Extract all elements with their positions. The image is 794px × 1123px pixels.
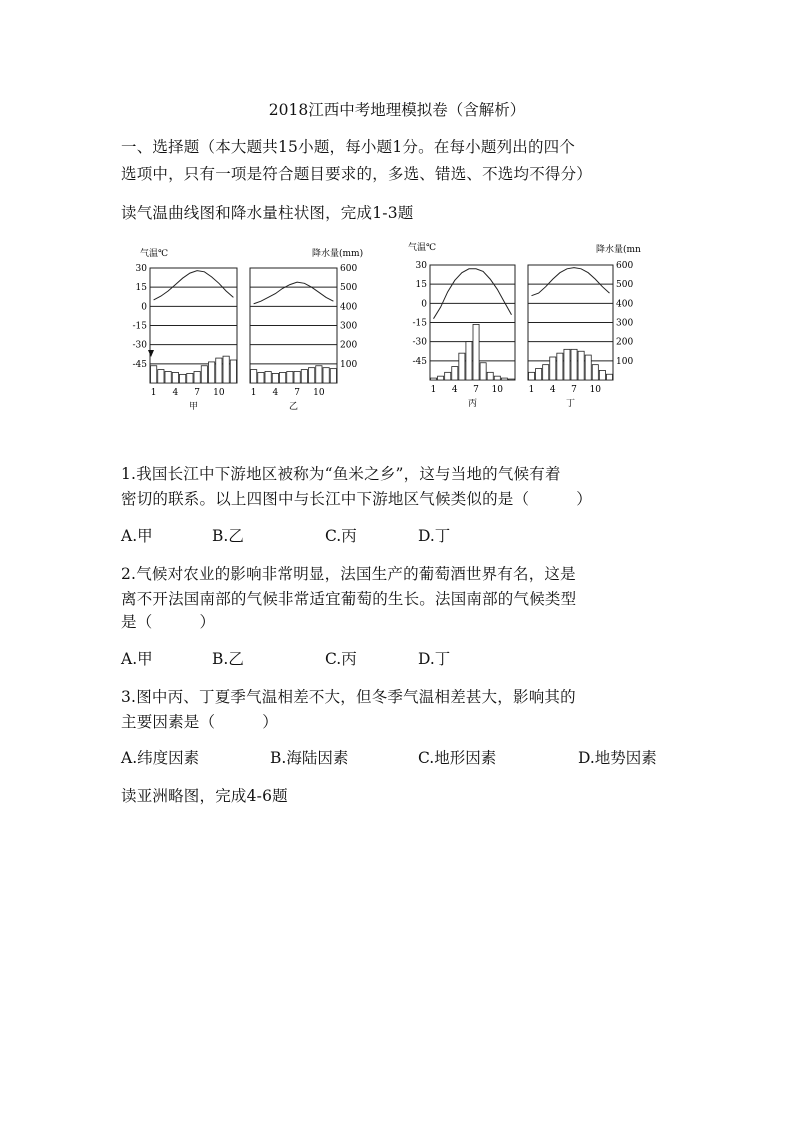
temp-tick-label: 30 — [415, 261, 427, 271]
precip-bar — [508, 379, 514, 380]
precip-tick-label: 400 — [340, 302, 358, 313]
temp-tick-label: -45 — [132, 359, 147, 370]
precip-tick-label: 600 — [616, 261, 634, 271]
precip-bar — [606, 374, 612, 380]
temp-tick-label: -15 — [412, 318, 427, 329]
month-tick-label: 4 — [272, 388, 279, 398]
q3-line2: 主要因素是（ ） — [121, 713, 279, 731]
precip-bar — [287, 372, 293, 384]
temp-tick-label: 0 — [141, 302, 147, 313]
section-heading-line2: 选项中，只有一项是符合题目要求的，多选、错选、不选均不得分） — [121, 165, 593, 183]
month-tick-label: 10 — [313, 388, 325, 398]
temp-tick-label: -45 — [412, 356, 427, 367]
q3-option-b[interactable]: B.海陆因素 — [270, 749, 349, 767]
q1-option-d[interactable]: D.丁 — [418, 527, 451, 545]
month-tick-label: 7 — [473, 385, 479, 395]
precip-bar — [592, 365, 598, 380]
month-tick-label: 1 — [250, 388, 257, 398]
precip-tick-label: 400 — [616, 299, 634, 310]
precip-bar — [294, 372, 300, 384]
precip-tick-label: 500 — [340, 283, 358, 294]
precip-bar — [571, 349, 577, 380]
q2-option-a[interactable]: A.甲 — [121, 650, 153, 668]
precip-bar — [501, 378, 507, 380]
q1-option-a[interactable]: A.甲 — [121, 527, 153, 545]
precip-bar — [272, 373, 278, 383]
precip-bar — [323, 368, 329, 383]
section-heading-line1: 一、选择题（本大题共15小题，每小题1分。在每小题列出的四个 — [121, 138, 576, 156]
q2-option-c[interactable]: C.丙 — [325, 650, 357, 668]
precip-bar — [494, 376, 500, 380]
precip-bar — [230, 360, 236, 383]
precip-bar — [201, 366, 207, 383]
precip-bar — [473, 324, 479, 380]
precip-bar — [194, 372, 200, 384]
precip-bar — [216, 358, 222, 383]
precip-bar — [309, 368, 315, 383]
q3-option-d[interactable]: D.地势因素 — [578, 749, 657, 767]
temp-curve — [254, 282, 334, 304]
precip-bar — [536, 369, 542, 381]
precip-tick-label: 200 — [616, 337, 634, 348]
precip-bar — [265, 372, 271, 384]
month-tick-label: 7 — [294, 388, 300, 398]
precip-tick-label: 100 — [616, 356, 634, 367]
month-tick-label: 10 — [589, 385, 602, 395]
precip-bar — [578, 351, 584, 380]
precip-bar — [316, 366, 322, 383]
chart-name-label: 乙 — [288, 402, 299, 412]
temp-tick-label: 15 — [135, 283, 147, 294]
temp-tick-label: 30 — [135, 264, 147, 274]
month-tick-label: 1 — [430, 385, 437, 395]
temp-tick-label: -30 — [412, 337, 427, 348]
temp-curve — [532, 268, 610, 296]
precip-tick-label: 500 — [616, 280, 634, 291]
precip-bar — [480, 363, 486, 380]
precip-bar — [599, 370, 605, 380]
precip-tick-label: 300 — [616, 318, 634, 329]
q2-option-b[interactable]: B.乙 — [212, 650, 244, 668]
temp-curve — [434, 269, 512, 319]
q3-option-c[interactable]: C.地形因素 — [418, 749, 497, 767]
q1-option-c[interactable]: C.丙 — [325, 527, 357, 545]
page-title: 2018江西中考地理模拟卷（含解析） — [268, 101, 526, 119]
precip-bar — [187, 373, 193, 383]
q2-line3: 是（ ） — [121, 613, 216, 631]
q1-line2: 密切的联系。以上四图中与长江中下游地区气候类似的是（ ） — [121, 490, 593, 508]
precip-bar — [543, 365, 549, 380]
precip-bar — [564, 349, 570, 380]
precip-bar — [585, 355, 591, 380]
precip-bar — [151, 366, 157, 383]
precip-bar — [529, 372, 535, 380]
precip-bar — [158, 370, 164, 383]
q3-line1: 3.图中丙、丁夏季气温相差不大，但冬季气温相差甚大，影响其的 — [121, 688, 576, 706]
precip-axis-title-left: 降水量(mm) — [312, 249, 364, 259]
temp-tick-label: -15 — [132, 321, 147, 332]
month-tick-label: 10 — [491, 385, 504, 395]
precip-bar — [459, 353, 465, 380]
month-tick-label: 7 — [571, 385, 577, 395]
precip-bar — [223, 356, 229, 383]
arrow-marker — [148, 350, 154, 357]
precip-bar — [452, 367, 458, 380]
precip-tick-label: 100 — [340, 359, 358, 370]
precip-bar — [301, 370, 307, 383]
precip-bar — [557, 353, 563, 380]
q2-line2: 离不开法国南部的气候非常适宜葡萄的生长。法国南部的气候类型 — [121, 590, 577, 608]
month-tick-label: 10 — [213, 388, 225, 398]
month-tick-label: 1 — [528, 385, 535, 395]
precip-bar — [466, 342, 472, 380]
precip-bar — [445, 372, 451, 380]
chart-intro: 读气温曲线图和降水量柱状图，完成1-3题 — [121, 204, 414, 222]
q2-line1: 2.气候对农业的影响非常明显，法国生产的葡萄酒世界有名，这是 — [121, 565, 576, 583]
precip-bar — [280, 372, 286, 383]
precip-bar — [209, 362, 215, 383]
temp-curve — [154, 271, 234, 300]
q1-option-b[interactable]: B.乙 — [212, 527, 244, 545]
precip-tick-label: 200 — [340, 340, 358, 351]
map-intro: 读亚洲略图，完成4-6题 — [121, 787, 288, 805]
precip-bar — [172, 372, 178, 383]
climate-charts — [0, 230, 794, 430]
precip-bar — [487, 372, 493, 380]
temp-axis-title-left: 气温℃ — [140, 249, 169, 259]
precip-tick-label: 600 — [340, 264, 358, 274]
month-tick-label: 4 — [549, 385, 556, 395]
q2-option-d[interactable]: D.丁 — [418, 650, 451, 668]
chart-name-label: 丁 — [565, 399, 576, 409]
month-tick-label: 4 — [172, 388, 179, 398]
temp-tick-label: -30 — [132, 340, 147, 351]
precip-bar — [550, 357, 556, 380]
chart-name-label: 甲 — [188, 402, 199, 412]
q1-line1: 1.我国长江中下游地区被称为“鱼米之乡”，这与当地的气候有着 — [121, 465, 561, 483]
month-tick-label: 1 — [150, 388, 157, 398]
precip-bar — [180, 374, 186, 383]
precip-bar — [165, 372, 171, 384]
precip-bar — [438, 376, 444, 380]
precip-bar — [431, 378, 437, 380]
precip-axis-title-right: 降水量(mn — [596, 245, 641, 255]
temp-axis-title-right: 气温℃ — [408, 243, 437, 253]
precip-tick-label: 300 — [340, 321, 358, 332]
chart-name-label: 丙 — [467, 399, 478, 409]
month-tick-label: 4 — [451, 385, 458, 395]
precip-bar — [330, 369, 336, 383]
temp-tick-label: 0 — [421, 299, 427, 310]
precip-bar — [258, 372, 264, 383]
temp-tick-label: 15 — [415, 280, 427, 291]
q3-option-a[interactable]: A.纬度因素 — [121, 749, 200, 767]
precip-bar — [251, 370, 257, 383]
month-tick-label: 7 — [194, 388, 200, 398]
